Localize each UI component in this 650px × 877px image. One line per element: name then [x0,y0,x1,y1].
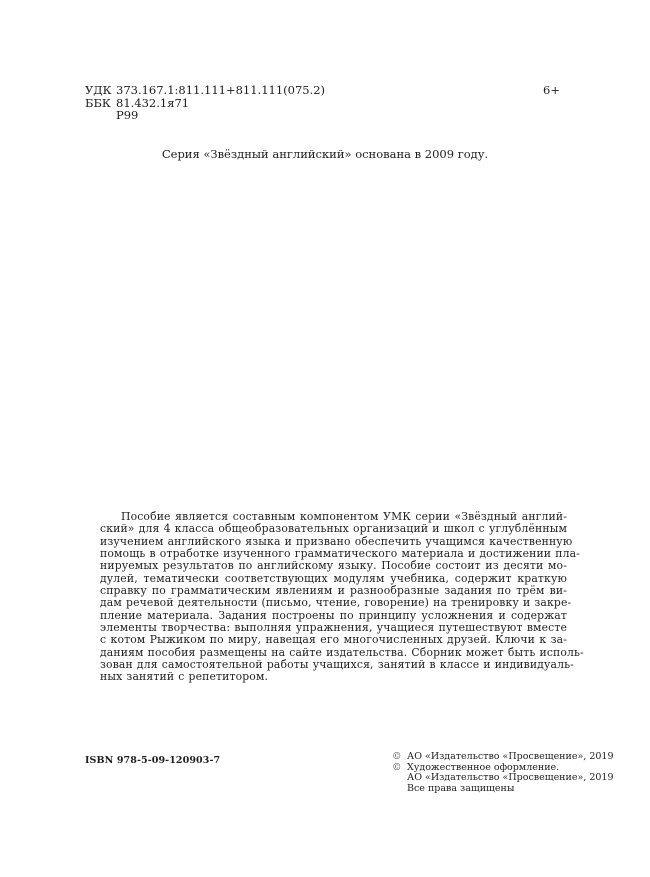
annotation-line: дам речевой деятельности (письмо, чтение, говорение) на тренировку и закре- [100,596,572,610]
udk-value: 373.167.1:811.111+811.111(075.2) [116,83,326,97]
copyright-block [392,752,614,794]
annotation-line: изучением английского языка и призвано обеспечить учащимся качественную [100,534,573,548]
copyright-icon: © [392,751,402,762]
annotation-line: дулей, тематически соответствующих модулям учебника, содержит краткую [100,571,567,585]
bbk-label: ББК [85,95,111,110]
classification-block [85,84,325,122]
annotation-line: зован для самостоятельной работы учащихся, занятий в классе и индивидуаль- [100,658,574,672]
annotation-line: элементы творчества: выполняя упражнения, учащиеся путешествуют вместе [100,621,567,635]
age-rating: 6+ [543,83,560,97]
author-mark: Р99 [116,108,139,122]
author-mark-row [85,109,325,122]
annotation-line: пление материала. Задания построены по принципу усложнения и содержат [100,608,567,622]
annotation-line: помощь в отработке изученного грамматического материала и достижении пла- [100,547,580,561]
annotation-line: Пособие является составным компонентом УМК серии «Звёздный англий- [121,510,567,523]
isbn: ISBN 978-5-09-120903-7 [85,755,221,766]
series-note: Серия «Звёздный английский» основана в 2009 году. [161,147,489,161]
annotation-paragraph [100,510,584,684]
annotation-line: справку по грамматическим явлениям и разнообразные задания по трём ви- [100,584,567,598]
rights-reserved [392,784,614,795]
copyright-text: АО «Издательство «Просвещение», 2019 [407,772,614,784]
copyright-text: АО «Издательство «Просвещение», 2019 [407,751,614,762]
udk-label: УДК [85,83,112,97]
annotation-line: ский» для 4 класса общеобразовательных организаций и школ с углублённым [100,522,567,536]
rights-reserved-text: Все права защищены [407,782,515,794]
annotation-line: ных занятий с репетитором. [100,670,269,684]
copyright-text: Художественное оформление. [407,761,560,773]
annotation-line: нируемых результатов по английскому языку. Пособие состоит из десяти мо- [100,559,567,573]
annotation-line: даниям пособия размещены на сайте издательства. Сборник может быть исполь- [100,645,584,659]
bbk-value: 81.432.1я71 [116,95,190,110]
annotation-line: с котом Рыжиком по миру, навещая его многочисленных друзей. Ключи к за- [100,633,567,647]
copyright-icon: © [392,761,402,773]
